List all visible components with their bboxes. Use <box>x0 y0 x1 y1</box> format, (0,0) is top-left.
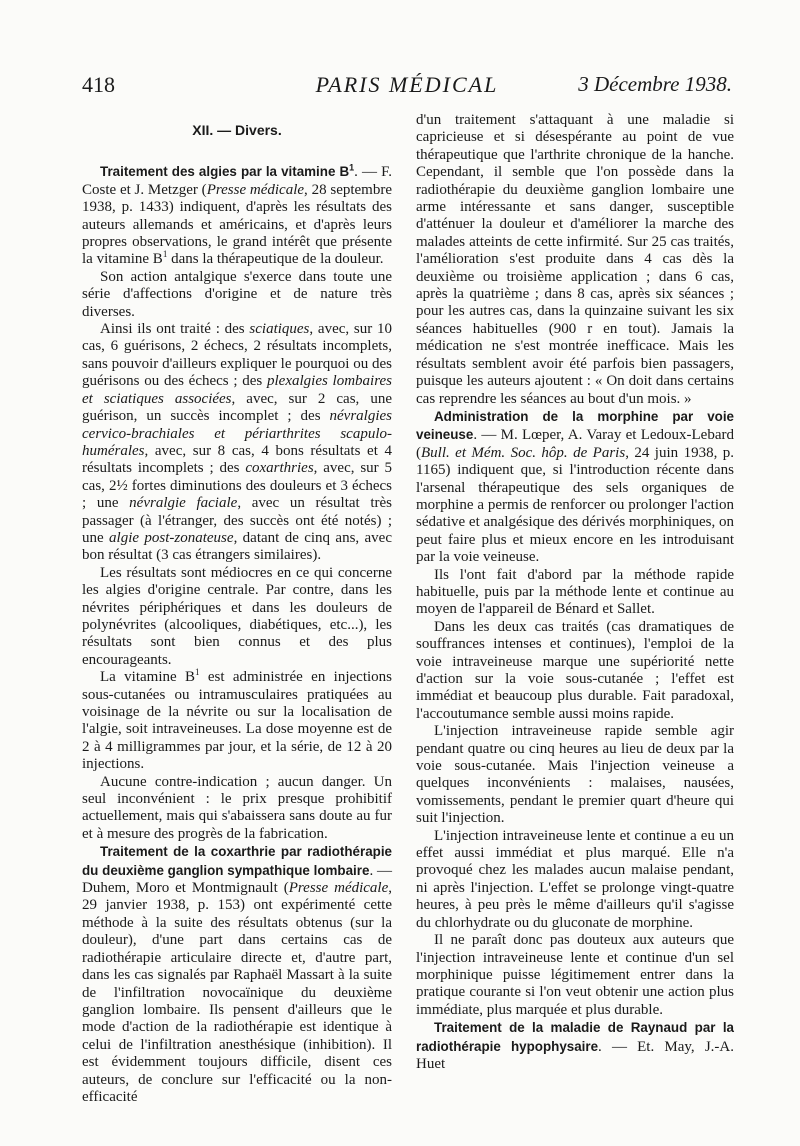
paragraph: Ainsi ils ont traité : des sciatiques, avec, sur 10 cas, 6 guérisons, 2 échecs, 2 résultats incomplets, sans pouvoir d'ailleurs expliquer le pourquoi ou des guérisons ou des échecs ; des plexalgies lombaires et sciatiques associées, avec, sur 2 cas, une guérison, un succès incomplet ; des névralgies cervico-brachiales et périarthrites scapulo-humérales, avec, sur 8 cas, 4 bons résultats et 4 résultats incomplets ; des coxarthries, avec, sur 5 cas, 2½ fortes diminutions des douleurs et 3 échecs ; une névralgie faciale, avec un résultat très passager (à l'étranger, des succès ont été notés) ; une algie post-zonateuse, datant de cinq ans, avec bon résultat (3 cas étrangers similaires). <box>82 321 393 564</box>
section-heading: XII. — Divers. <box>192 122 282 138</box>
issue-date: 3 Décembre 1938. <box>578 72 732 96</box>
paragraph: d'un traitement s'attaquant à une maladie si capricieuse et si désespérante au point de vue thérapeutique que l'arthrite chronique de la hanche. Cependant, il semble que l'on possède dans la radiothérapie du deuxième ganglion lombaire une arme intéressante et sans danger, susceptible d'atténuer la douleur et d'améliorer la marche des malades atteints de cette infirmité. Sur 25 cas traités, l'amélioration s'est produite dans 4 cas dès la deuxième ou troisième application ; dans 6 cas, après la quatrième ; dans 8 cas, après six séances ; pour les autres cas, dans la quinzaine suivant les six séances habituelles (900 r en tout). Jamais la médication ne s'est montrée inefficace. Mais les résultats semblent avoir été parfois bien passagers, puisque les auteurs ajoutent : « On doit dans certains cas reprendre les séances au bout d'un mois. » <box>416 112 734 407</box>
paragraph: Les résultats sont médiocres en ce qui concerne les algies d'origine centrale. Par contre, dans les névrites périphériques et dans les douleurs de polynévrites (alcooliques, diabétiques, etc...), les résultats sont bien connus et des plus encourageants. <box>82 564 392 668</box>
paragraph: Il ne paraît donc pas douteux aux auteurs que l'injection intraveineuse lente et continue d'un sel morphinique puisse légitimement entrer dans la pratique courante si l'on veut obtenir une action plus immédiate, plus marquée et plus durable. <box>416 932 734 1018</box>
paragraph: L'injection intraveineuse lente et continue a eu un effet aussi immédiat et plus marqué. Elle n'a provoqué chez les malades aucun malaise pendant, ni après l'injection. L'effet se prolonge vingt-quatre heures, à peu près le même d'ailleurs qu'il s'agisse du chlorhydrate ou du gluconate de morphine. <box>416 827 734 931</box>
left-column <box>82 108 392 1106</box>
paragraph: Aucune contre-indication ; aucun danger. Un seul inconvénient : le prix presque prohibitif actuellement, mais qui s'abaissera sans doute au fur et à mesure des progrès de la fabrication. <box>82 773 392 842</box>
page-number: 418 <box>82 72 115 97</box>
paragraph: La vitamine $B^1$ est administrée en injections sous-cutanées ou intramusculaires pratiquées au voisinage de la névrite ou sur la localisation de l'algie, soit intraveineuses. La dose moyenne est de 2 à 4 milligrammes par jour, et la série, de 12 à 20 injections. <box>82 667 392 773</box>
paragraph: Son action antalgique s'exerce dans toute une série d'affections d'origine et de nature très diverses. <box>82 268 392 320</box>
paragraph: Dans les deux cas traités (cas dramatiques de souffrances intenses et continues), l'emploi de la voie intraveineuse marque une supériorité nette d'action sur la voie sous-cutanée ; l'effet est immédiat et beaucoup plus durable. Fait paradoxal, l'accoutumance semble aussi moins rapide. <box>416 618 734 722</box>
article-title: Traitement de la coxarthrie par radiothérapie du deuxième ganglion sympathique lombaire <box>82 844 392 878</box>
article-title: Traitement de la maladie de Raynaud par la radiothérapie hypophysaire <box>416 1020 734 1054</box>
paragraph: Ils l'ont fait d'abord par la méthode rapide habituelle, puis par la méthode lente et continue au moyen de l'appareil de Bénard et Sallet. <box>416 566 734 618</box>
page-header <box>82 72 732 106</box>
paragraph: L'injection intraveineuse rapide semble agir pendant quatre ou cinq heures au lieu de deux par la voie sous-cutanée. Mais l'injection veineuse a quelques inconvénients : malaises, nausées, vomissements, pendant le premier quart d'heure qui suit l'injection. <box>416 723 734 827</box>
article-raynaud: Traitement de la maladie de Raynaud par la radiothérapie hypophysaire. — Et. May, J.-A. Huet <box>416 1020 734 1072</box>
article-title: Traitement des algies par la vitamine $B^1$ <box>100 162 355 180</box>
journal-title: PARIS MÉDICAL <box>315 72 499 97</box>
right-column <box>416 112 734 1073</box>
article-title: Administration de la morphine par voie veineuse <box>416 408 734 443</box>
article-algies: Traitement des algies par la vitamine $B^1$. — F. Coste et J. Metzger (Presse médicale, 28 septembre 1938, p. 1433) indiquent, d'après les résultats des auteurs allemands et américains, et d'après leurs propres observations, le grand intérêt que présente la vitamine $B^1$ dans la thérapeutique de la douleur. <box>82 162 392 268</box>
article-morphine: Administration de la morphine par voie veineuse. — M. Lœper, A. Varay et Ledoux-Lebard (Bull. et Mém. Soc. hôp. de Paris, 24 juin 1938, p. 1165) indiquent que, si l'introduction récente dans l'arsenal thérapeutique des sels organiques de morphine a permis de renforcer ou prolonger l'action sédative et analgésique des dérivés morphiniques, on peut faire plus et mieux encore en les introduisant par la voie veineuse. <box>416 408 734 566</box>
article-coxarthrie: Traitement de la coxarthrie par radiothérapie du deuxième ganglion sympathique lombaire. — Duhem, Moro et Montmignault (Presse médicale, 29 janvier 1938, p. 153) ont expérimenté cette méthode à la suite des résultats obtenus (sur la douleur), d'une part dans certains cas de radiothérapie articulaire directe et, d'autre part, dans les cas signalés par Raphaël Massart à la suite de l'infiltration novocaïnique du deuxième ganglion lombaire. Ils pensent d'ailleurs que le mode d'action de la radiothérapie est identique à celui de l'infiltration anesthésique (inhibition). Il est évidemment toujours difficile, disent ces auteurs, de conclure sur l'efficacité ou la non-efficacité <box>82 844 392 1105</box>
